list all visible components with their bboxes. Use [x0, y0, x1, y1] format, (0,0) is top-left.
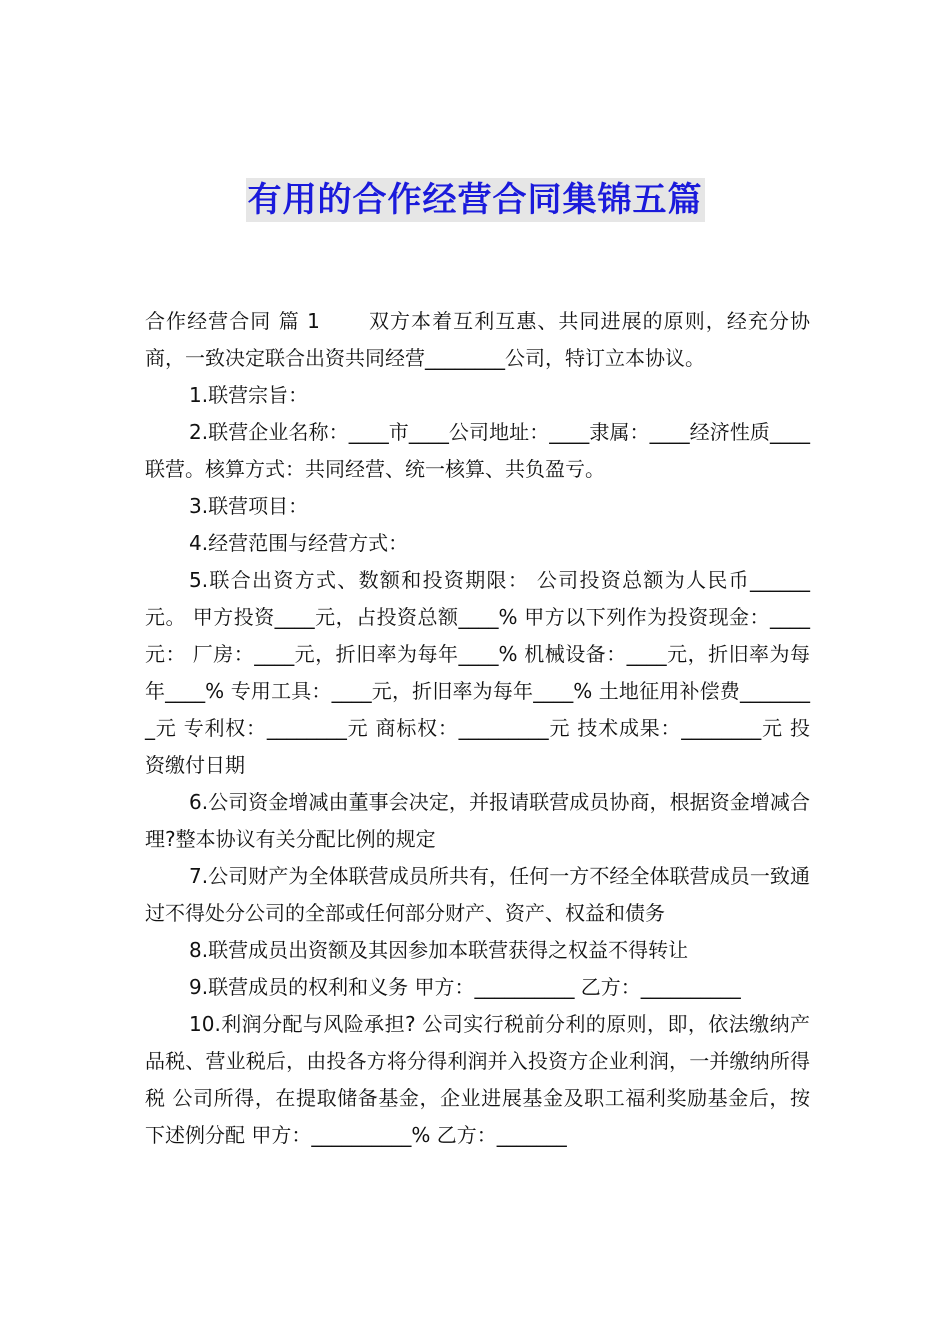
- clause-10: 10.利润分配与风险承担? 公司实行税前分利的原则，即，依法缴纳产品税、营业税后，由投各方将分得利润并入投资方企业利润，一并缴纳所得税 公司所得，在提取储备基金，企业进展基金及职工福利奖励基金后，按下述例分配 甲方：__________% 乙方：_______: [145, 1012, 810, 1147]
- clause-1: 1.联营宗旨：: [189, 383, 309, 407]
- intro-paragraph: [145, 303, 810, 377]
- clause-2: 2.联营企业名称：____市____公司地址：____隶属：____经济性质____联营。核算方式：共同经营、统一核算、共负盈亏。: [145, 420, 810, 481]
- intro-heading: 合作经营合同 篇 1: [145, 309, 320, 333]
- title-container: [0, 178, 950, 222]
- clause-5: 5.联合出资方式、数额和投资期限： 公司投资总额为人民币______元。 甲方投资____元，占投资总额____% 甲方以下列作为投资现金：____元： 厂房：____元，折旧率为每年____% 机械设备：____元，折旧率为每年____% 专用工具：____元，折旧率为每年____% 土地征用补偿费________元 专利权：________元 商标权：_________元 技术成果：________元 投资缴付日期: [145, 568, 810, 777]
- clause-4: 4.经营范围与经营方式：: [189, 531, 409, 555]
- clause-9: 9.联营成员的权利和义务 甲方：__________ 乙方：__________: [189, 975, 741, 999]
- clause-7: 7.公司财产为全体联营成员所共有，任何一方不经全体联营成员一致通过不得处分公司的全部或任何部分财产、资产、权益和债务: [145, 864, 810, 925]
- clause-6: 6.公司资金增减由董事会决定，并报请联营成员协商，根据资金增减合理?整本协议有关分配比例的规定: [145, 790, 810, 851]
- intro-text: 双方本着互利互惠、共同进展的原则，经充分协商，一致决定联合出资共同经营________公司，特订立本协议。: [145, 309, 810, 370]
- clause-8: 8.联营成员出资额及其因参加本联营获得之权益不得转让: [189, 938, 689, 962]
- clause-3: 3.联营项目：: [189, 494, 309, 518]
- document-title: 有用的合作经营合同集锦五篇: [247, 180, 703, 220]
- document-body: [145, 303, 810, 1154]
